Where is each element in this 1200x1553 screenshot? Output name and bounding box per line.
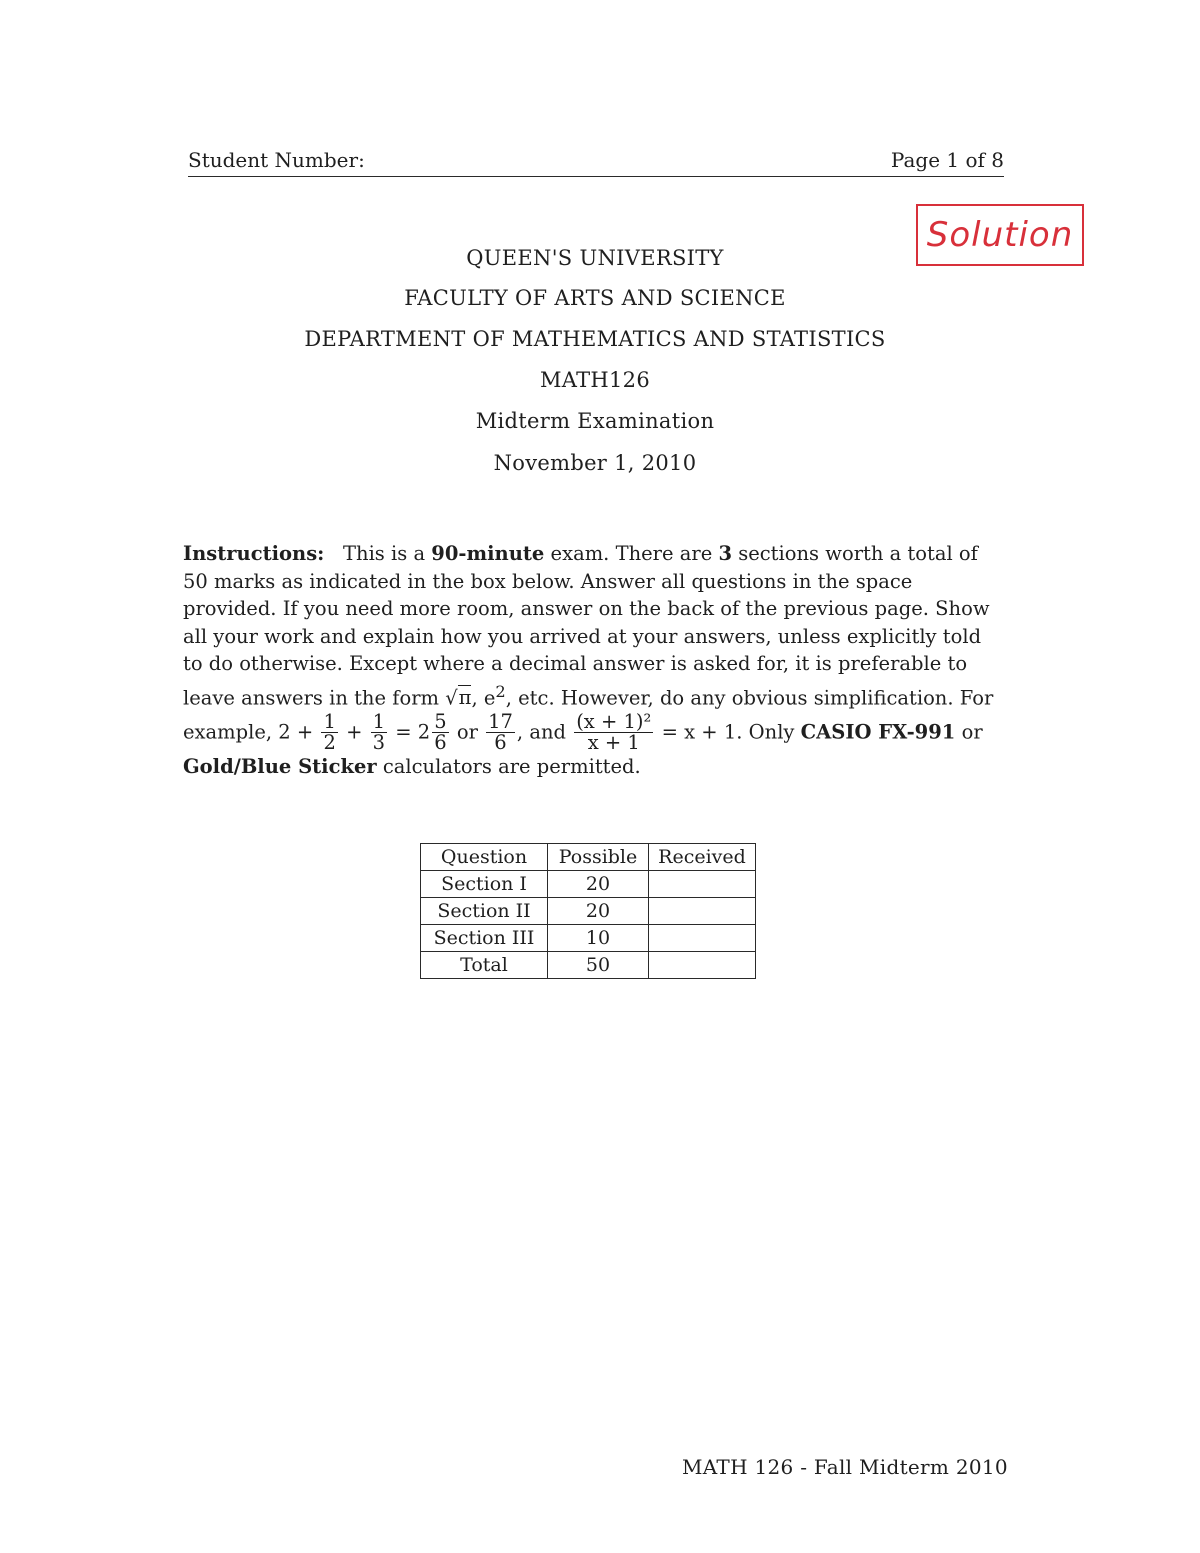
column-header: Question [421,844,548,871]
exam-duration: 90-minute [431,542,545,565]
instructions-text: or [450,719,478,743]
student-number-label: Student Number: [188,148,365,172]
fraction-numerator: 1 [323,709,336,733]
calculator-model: CASIO FX-991 [800,719,956,743]
sqrt-expression: √π [445,686,472,709]
received-cell [649,952,756,979]
table-header-row [421,844,756,871]
instructions-text: , e [471,686,496,709]
question-cell: Total [421,952,548,979]
instructions-text: This is a [343,542,432,565]
possible-cell: 20 [548,871,649,898]
course-code: MATH126 [539,368,651,392]
instructions [183,540,1001,781]
instructions-text: or [955,719,983,743]
page-number: Page 1 of 8 [890,148,1004,172]
question-cell: Section II [421,898,548,925]
instructions-text: , and [516,719,573,743]
instructions-text: , etc. However, do any obvious simplification. For example, 2 + [183,686,994,743]
table-row [421,898,756,925]
table-row [421,952,756,979]
fraction-denominator: x + 1 [587,730,640,754]
instructions-text: sections worth a total of 50 marks as indicated in the box below. Answer all questions in the space provided. If you need more room, answer on the back of the previous page. Show all your work and explain how you arrived at your answers, unless explicitly told to do otherwise. Except where a decimal answer is asked for, it is preferable to leave answers in the form [183,542,990,709]
fraction [371,709,387,754]
sqrt-argument: π [458,686,472,709]
fraction-numerator: (x + 1)² [576,709,652,733]
fraction-denominator: 6 [434,730,447,754]
marks-table [420,843,756,979]
page-footer: MATH 126 - Fall Midterm 2010 [682,1455,1008,1479]
solution-stamp: Solution [916,204,1084,266]
received-cell [649,898,756,925]
section-count: 3 [718,542,733,565]
department-title: DEPARTMENT OF MATHEMATICS AND STATISTICS [304,327,886,351]
fraction-numerator: 1 [372,709,386,733]
instructions-text: exam. There are [544,542,719,565]
fraction [574,709,653,754]
fraction [321,709,337,754]
calculator-sticker: Gold/Blue Sticker [183,755,377,779]
fraction [432,709,448,754]
faculty-title: FACULTY OF ARTS AND SCIENCE [404,286,786,310]
university-title: QUEEN'S UNIVERSITY [466,246,724,270]
possible-cell: 20 [548,898,649,925]
question-cell: Section I [421,871,548,898]
received-cell [649,925,756,952]
fraction-numerator: 5 [434,709,447,733]
instructions-text: calculators are permitted. [376,755,641,779]
table-row [421,925,756,952]
instructions-label: Instructions: [183,542,325,565]
possible-cell: 10 [548,925,649,952]
exponent: 2 [495,681,506,701]
table-row [421,871,756,898]
question-cell: Section III [421,925,548,952]
fraction-denominator: 3 [372,730,386,754]
operator: = 2 [389,719,431,743]
fraction-denominator: 6 [494,730,507,754]
operator: + [339,719,369,743]
column-header: Received [649,844,756,871]
possible-cell: 50 [548,952,649,979]
instructions-text: = x + 1. Only [655,719,801,743]
fraction-denominator: 2 [323,730,336,754]
column-header: Possible [548,844,649,871]
received-cell [649,871,756,898]
page-header [188,146,1004,177]
exam-name: Midterm Examination [475,409,715,433]
exam-date: November 1, 2010 [493,451,697,475]
fraction [486,709,515,754]
fraction-numerator: 17 [488,709,513,733]
